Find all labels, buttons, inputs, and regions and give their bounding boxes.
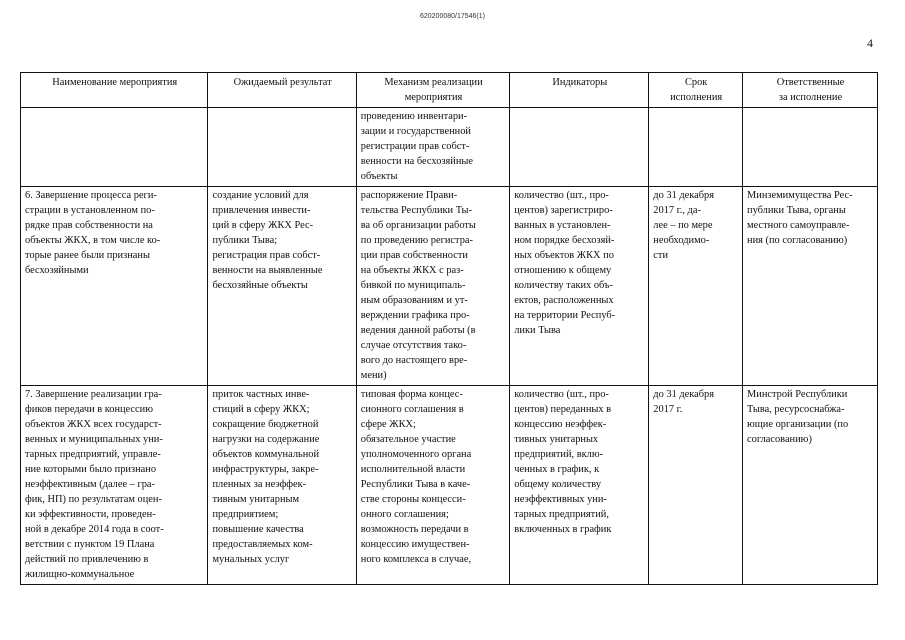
- table-header-row: [21, 73, 878, 108]
- column-header-result: Ожидаемый результат: [208, 73, 356, 108]
- cell-mechanism: проведению инвентари- зации и государственной регистрации прав собст- венности на бесхозяйные объекты: [356, 108, 509, 187]
- cell-mechanism: распоряжение Прави- тельства Республики Ты- ва об организации работы по проведению регистра- ции прав собственности на объекты ЖКХ с раз- бивкой по муниципаль- ным образованиям и ут- верждении графика про- ведения данной работы (в случае отсутствия тако- вого до настоящего вре- мени): [356, 187, 509, 386]
- cell-responsible: [743, 108, 878, 187]
- cell-result: приток частных инве- стиций в сферу ЖКХ; сокращение бюджетной нагрузки на содержание объектов коммунальной инфраструктуры, закре- пленных за неэффек- тивным унитарным предприятием; повышение качества предоставляемых ком- мунальных услуг: [208, 386, 356, 585]
- cell-deadline: [649, 108, 743, 187]
- column-header-name: Наименование мероприятия: [21, 73, 208, 108]
- document-id: 620200080/17546(1): [419, 13, 485, 20]
- cell-mechanism: типовая форма концес- сионного соглашения в сфере ЖКХ; обязательное участие уполномоченного органа исполнительной власти Республики Тыва в каче- стве стороны концесси- онного соглашения; возможность передачи в концессию имуществен- ного комплекса в случае,: [356, 386, 509, 585]
- column-header-indicators: Индикаторы: [510, 73, 649, 108]
- cell-indicators: количество (шт., про- центов) переданных в концессию неэффек- тивных унитарных предприятий, вклю- ченных в график, к общему количеству неэффективных уни- тарных предприятий, включенных в график: [510, 386, 649, 585]
- cell-result: [208, 108, 356, 187]
- table-row: [21, 187, 878, 386]
- cell-name: [21, 108, 208, 187]
- column-header-mechanism: Механизм реализации мероприятия: [356, 73, 509, 108]
- table-row: [21, 108, 878, 187]
- table-row: [21, 386, 878, 585]
- column-header-responsible: Ответственные за исполнение: [743, 73, 878, 108]
- measures-table: [20, 72, 878, 585]
- cell-result: создание условий для привлечения инвести- ций в сферу ЖКХ Рес- публики Тыва; регистрация прав собст- венности на выявленные бесхозяйные объекты: [208, 187, 356, 386]
- cell-indicators: [510, 108, 649, 187]
- cell-name: 6. Завершение процесса реги- страции в установленном по- рядке прав собственности на объекты ЖКХ, в том числе ко- торые ранее были признаны бесхозяйными: [21, 187, 208, 386]
- cell-responsible: Минземимущества Рес- публики Тыва, органы местного самоуправле- ния (по согласованию): [743, 187, 878, 386]
- cell-deadline: до 31 декабря 2017 г.: [649, 386, 743, 585]
- page-number: 4: [867, 36, 873, 50]
- cell-indicators: количество (шт., про- центов) зарегистриро- ванных в установлен- ном порядке бесхозяй- ных объектов ЖКХ по отношению к общему количеству таких объ- ектов, расположенных на территории Респуб- лики Тыва: [510, 187, 649, 386]
- cell-name: 7. Завершение реализации гра- фиков передачи в концессию объектов ЖКХ всех государст- венных и муниципальных уни- тарных предприятий, управле- ние которыми было признано неэффективным (далее – гра- фик, НП) по результатам оцен- ки эффективности, проведен- ной в декабре 2014 года в соот- ветствии с пунктом 19 Плана действий по привлечению в жилищно-коммунальное: [21, 386, 208, 585]
- column-header-deadline: Срок исполнения: [649, 73, 743, 108]
- cell-responsible: Минстрой Республики Тыва, ресурсоснабжа- ющие организации (по согласованию): [743, 386, 878, 585]
- cell-deadline: до 31 декабря 2017 г., да- лее – по мере необходимо- сти: [649, 187, 743, 386]
